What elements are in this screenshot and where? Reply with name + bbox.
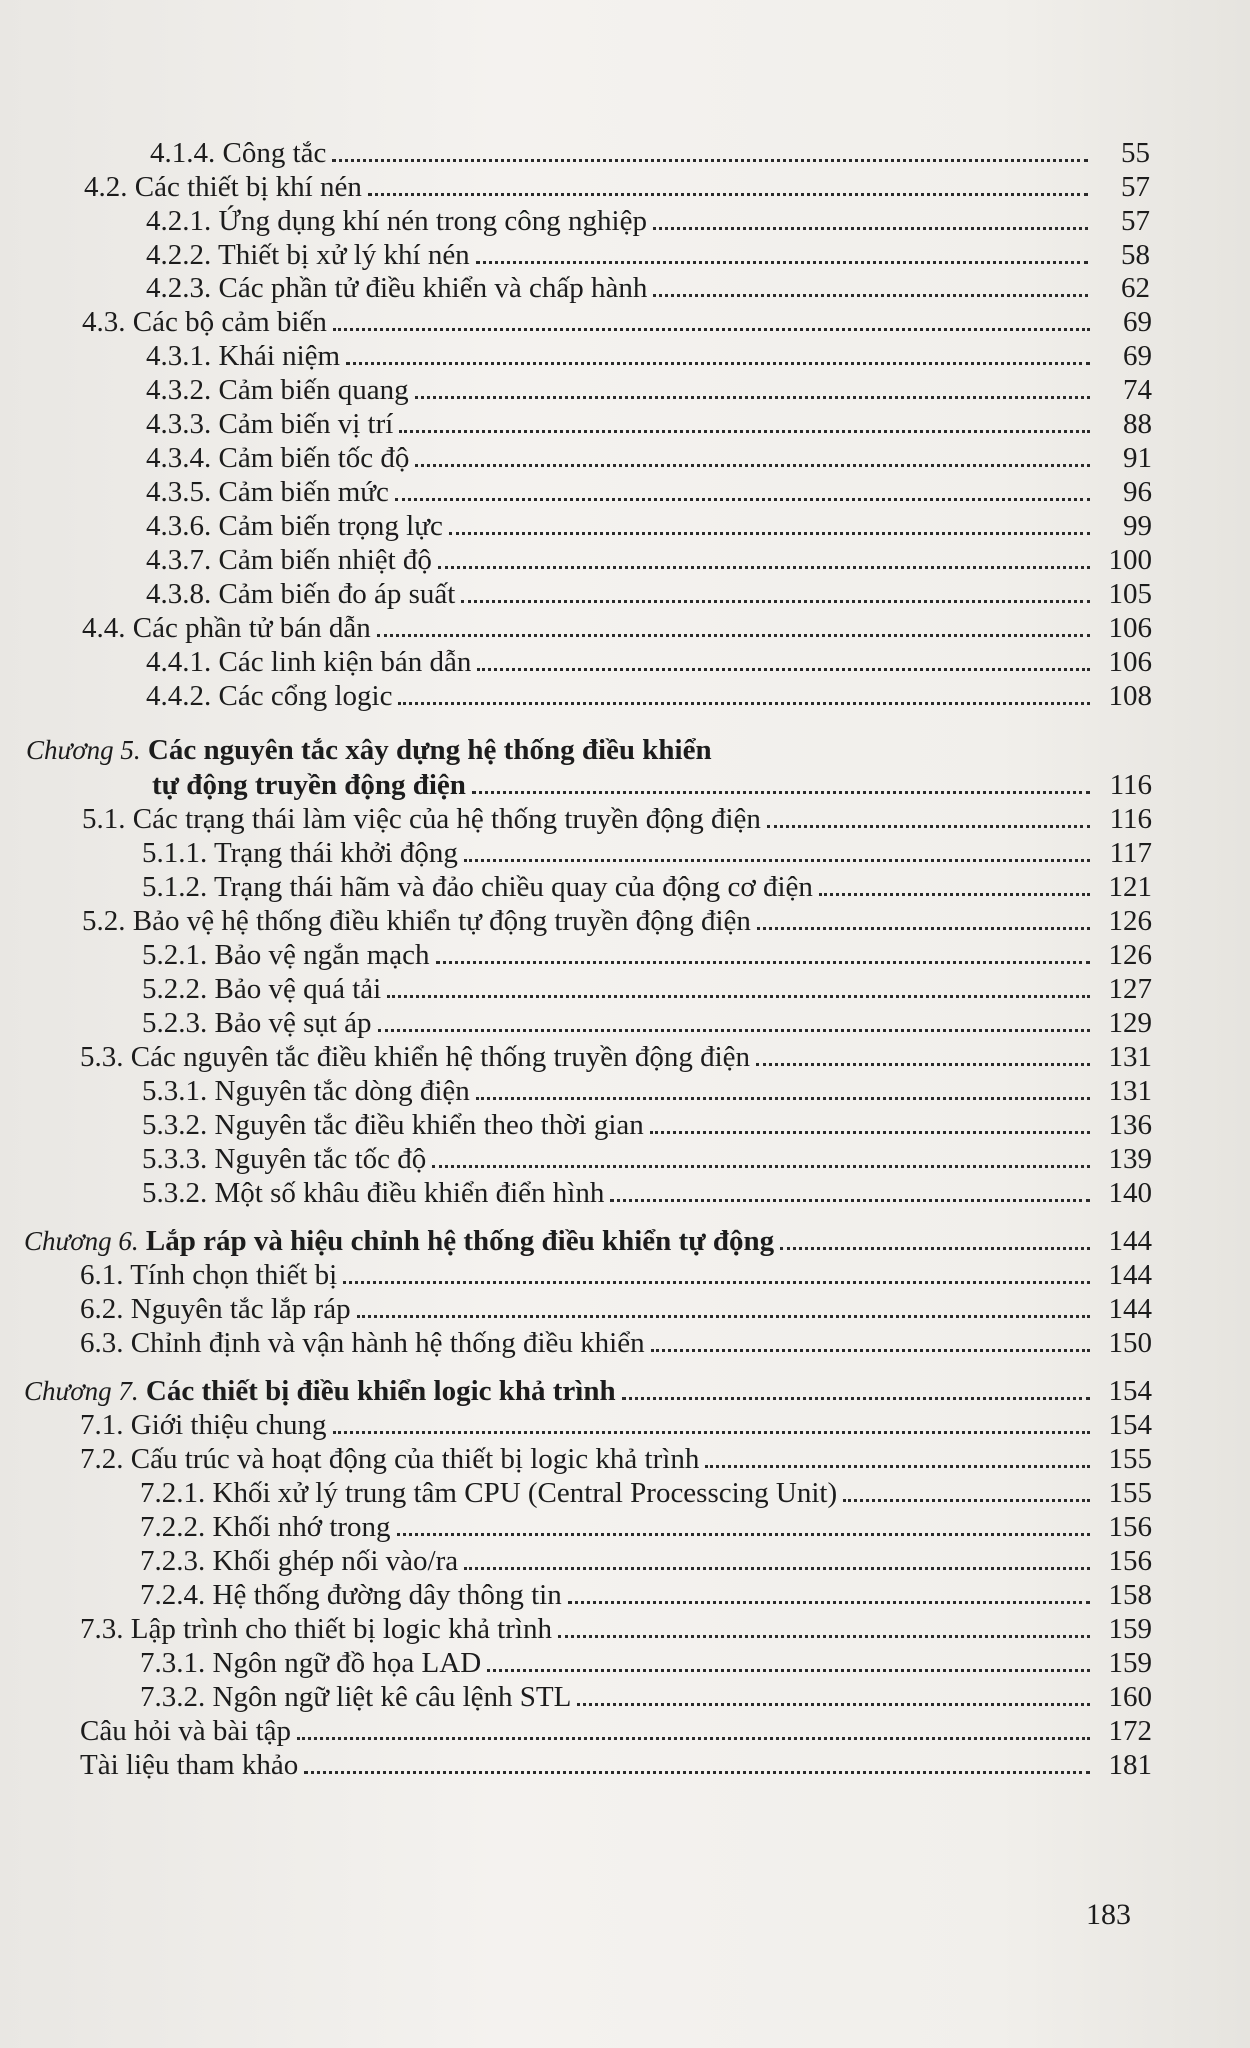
toc-entry-label: 7.2.2. Khối nhớ trong [140, 1511, 391, 1543]
toc-entry-4-2 [0, 170, 1250, 204]
leader-dots [399, 430, 1090, 433]
toc-entry-4-3 [0, 305, 1250, 339]
toc-entry-page: 136 [1108, 1109, 1152, 1141]
toc-entry-label: 5.1.1. Trạng thái khởi động [142, 837, 458, 869]
toc-entry-label: 4.2.3. Các phần tử điều khiển và chấp hành [146, 272, 648, 304]
leader-dots [378, 1029, 1090, 1032]
toc-entry-label: 5.3.3. Nguyên tắc tốc độ [142, 1143, 427, 1175]
toc-entry-7-1 [0, 1408, 1250, 1442]
toc-entry-5-3-4 [0, 1176, 1250, 1210]
leader-dots [487, 1669, 1090, 1672]
toc-entry-page: 108 [1108, 680, 1152, 712]
toc-entry-label: Câu hỏi và bài tập [80, 1715, 292, 1747]
toc-entry-5-3-2 [0, 1108, 1250, 1142]
toc-entry-label: 4.4.2. Các cổng logic [146, 680, 393, 712]
toc-entry-5-3-1 [0, 1074, 1250, 1108]
leader-dots [780, 1247, 1090, 1250]
toc-entry-label: 5.3.1. Nguyên tắc dòng điện [142, 1075, 470, 1107]
toc-entry-page: 156 [1108, 1545, 1152, 1577]
leader-dots [653, 227, 1088, 230]
toc-entry-label: 5.3.2. Nguyên tắc điều khiển theo thời gian [142, 1109, 644, 1141]
toc-entry-label: 5.3. Các nguyên tắc điều khiển hệ thống truyền động điện [80, 1041, 751, 1073]
toc-entry-page: 74 [1123, 374, 1152, 406]
leader-dots [333, 1431, 1091, 1434]
toc-entry-label: 7.3.2. Ngôn ngữ liệt kê câu lệnh STL [140, 1681, 572, 1713]
chapter-prefix: Chương 5. [26, 735, 141, 765]
leader-dots [449, 532, 1090, 535]
toc-entry-4-4-2 [0, 679, 1250, 713]
chapter-title: Các thiết bị điều khiển logic khả trình [145, 1375, 616, 1407]
leader-dots [346, 362, 1090, 365]
toc-entry-label: 7.1. Giới thiệu chung [80, 1409, 327, 1441]
chapter-title-continued: tự động truyền động điện [152, 769, 466, 801]
toc-entry-page: 117 [1109, 837, 1152, 869]
leader-dots [705, 1465, 1090, 1468]
toc-entry-page: 100 [1108, 544, 1152, 576]
chapter-5-heading [26, 733, 712, 767]
toc-entry-page: 105 [1108, 578, 1152, 610]
toc-entry-label: 7.2.4. Hệ thống đường dây thông tin [140, 1579, 562, 1611]
toc-entry-page: 160 [1108, 1681, 1152, 1713]
leader-dots [332, 159, 1088, 162]
toc-entry-page: 116 [1109, 769, 1152, 801]
toc-entry-label: 5.1.2. Trạng thái hãm và đảo chiều quay của động cơ điện [142, 871, 813, 903]
leader-dots [610, 1199, 1090, 1202]
toc-entry-5-1-1 [0, 836, 1250, 870]
toc-entry-4-3-7 [0, 543, 1250, 577]
toc-entry-5-2 [0, 904, 1250, 938]
toc-entry-page: 88 [1123, 408, 1152, 440]
toc-entry-label: 6.3. Chỉnh định và vận hành hệ thống điều khiển [80, 1327, 645, 1359]
leader-dots [357, 1315, 1090, 1318]
toc-entry-4-3-2 [0, 373, 1250, 407]
toc-entry-4-3-5 [0, 475, 1250, 509]
leader-dots [650, 1131, 1090, 1134]
toc-entry-label: 4.3.8. Cảm biến đo áp suất [146, 578, 456, 610]
toc-entry-label: 7.3.1. Ngôn ngữ đồ họa LAD [140, 1647, 482, 1679]
toc-entry-page: 158 [1108, 1579, 1152, 1611]
toc-entry-7-2-2 [0, 1510, 1250, 1544]
leader-dots [577, 1703, 1090, 1706]
leader-dots [843, 1499, 1090, 1502]
toc-entry-6-2 [0, 1292, 1250, 1326]
toc-entry-5-1 [0, 802, 1250, 836]
leader-dots [756, 1063, 1090, 1066]
toc-entry-label: 4.3.5. Cảm biến mức [146, 476, 389, 508]
toc-entry-page: 126 [1108, 939, 1152, 971]
toc-entry-page: 62 [1121, 272, 1150, 304]
toc-entry-page: 144 [1108, 1225, 1152, 1257]
toc-entry-label: 4.2. Các thiết bị khí nén [84, 171, 362, 203]
toc-entry-page: 126 [1108, 905, 1152, 937]
toc-entry-label: 4.3.6. Cảm biến trọng lực [146, 510, 443, 542]
toc-entry-page: 154 [1108, 1375, 1152, 1407]
toc-entry-page: 131 [1108, 1041, 1152, 1073]
toc-entry-page: 55 [1121, 137, 1150, 169]
leader-dots [622, 1397, 1090, 1400]
toc-entry-4-3-4 [0, 441, 1250, 475]
toc-entry-label: Tài liệu tham khảo [80, 1749, 299, 1781]
leader-dots [436, 961, 1090, 964]
leader-dots [333, 328, 1090, 331]
toc-entry-chapter-5 [0, 768, 1250, 802]
toc-entry-label: 5.2.1. Bảo vệ ngắn mạch [142, 939, 430, 971]
toc-entry-7-2-1 [0, 1476, 1250, 1510]
toc-entry-label: 4.2.2. Thiết bị xử lý khí nén [146, 239, 470, 271]
toc-entry-page: 140 [1108, 1177, 1152, 1209]
toc-entry-5-3 [0, 1040, 1250, 1074]
leader-dots [304, 1771, 1090, 1774]
toc-entry-chapter-7 [0, 1374, 1250, 1408]
toc-entry-page: 139 [1108, 1143, 1152, 1175]
toc-entry-page: 155 [1108, 1443, 1152, 1475]
toc-entry-4-4-1 [0, 645, 1250, 679]
toc-entry-label: 5.3.2. Một số khâu điều khiển điển hình [142, 1177, 605, 1209]
leader-dots [377, 634, 1090, 637]
toc-entry-4-3-8 [0, 577, 1250, 611]
leader-dots [343, 1281, 1090, 1284]
toc-entry-5-3-3 [0, 1142, 1250, 1176]
toc-entry-page: 121 [1108, 871, 1152, 903]
chapter-heading [0, 1224, 774, 1258]
toc-entry-page: 144 [1108, 1259, 1152, 1291]
toc-entry-page: 58 [1121, 239, 1150, 271]
toc-entry-questions [0, 1714, 1250, 1748]
toc-entry-7-2-3 [0, 1544, 1250, 1578]
toc-entry-label: 6.2. Nguyên tắc lắp ráp [80, 1293, 351, 1325]
leader-dots [464, 1567, 1090, 1570]
toc-entry-4-2-2 [0, 238, 1250, 272]
toc-entry-7-3-2 [0, 1680, 1250, 1714]
page-number: 183 [1086, 1898, 1131, 1931]
toc-entry-label: 5.2.2. Bảo vệ quá tải [142, 973, 382, 1005]
leader-dots [767, 825, 1090, 828]
leader-dots [397, 1533, 1090, 1536]
toc-entry-label: 4.2.1. Ứng dụng khí nén trong công nghiệp [146, 205, 647, 237]
toc-entry-label: 7.2.3. Khối ghép nối vào/ra [140, 1545, 459, 1577]
toc-entry-7-3-1 [0, 1646, 1250, 1680]
toc-entry-page: 159 [1108, 1613, 1152, 1645]
toc-entry-page: 144 [1108, 1293, 1152, 1325]
leader-dots [819, 893, 1090, 896]
toc-entry-page: 154 [1108, 1409, 1152, 1441]
leader-dots [398, 702, 1090, 705]
toc-entry-label: 4.3. Các bộ cảm biến [82, 306, 327, 338]
leader-dots [568, 1601, 1090, 1604]
toc-entry-page: 106 [1108, 646, 1152, 678]
toc-entry-label: 4.3.3. Cảm biến vị trí [146, 408, 394, 440]
toc-entry-label: 6.1. Tính chọn thiết bị [80, 1259, 338, 1291]
toc-entry-5-2-1 [0, 938, 1250, 972]
leader-dots [476, 261, 1088, 264]
leader-dots [558, 1635, 1090, 1638]
leader-dots [438, 566, 1090, 569]
toc-entry-7-2-4 [0, 1578, 1250, 1612]
toc-entry-references [0, 1748, 1250, 1782]
toc-entry-page: 131 [1108, 1075, 1152, 1107]
toc-entry-page: 99 [1123, 510, 1152, 542]
toc-entry-4-3-6 [0, 509, 1250, 543]
leader-dots [651, 1349, 1090, 1352]
toc-entry-label: 7.2.1. Khối xử lý trung tâm CPU (Central Processcing Unit) [140, 1477, 838, 1509]
toc-entry-5-1-2 [0, 870, 1250, 904]
toc-entry-page: 159 [1108, 1647, 1152, 1679]
toc-entry-5-2-2 [0, 972, 1250, 1006]
toc-entry-page: 129 [1108, 1007, 1152, 1039]
toc-entry-7-2 [0, 1442, 1250, 1476]
toc-entry-page: 155 [1108, 1477, 1152, 1509]
toc-entry-4-4 [0, 611, 1250, 645]
toc-entry-5-2-3 [0, 1006, 1250, 1040]
chapter-prefix: Chương 7. [24, 1376, 139, 1406]
chapter-heading [0, 1374, 616, 1408]
leader-dots [395, 498, 1090, 501]
toc-entry-page: 96 [1123, 476, 1152, 508]
leader-dots [387, 995, 1090, 998]
toc-entry-page: 150 [1108, 1327, 1152, 1359]
toc-entry-4-3-3 [0, 407, 1250, 441]
toc-entry-label: 5.2.3. Bảo vệ sụt áp [142, 1007, 372, 1039]
toc-entry-label: 4.4.1. Các linh kiện bán dẫn [146, 646, 472, 678]
toc-entry-page: 127 [1108, 973, 1152, 1005]
leader-dots [477, 668, 1090, 671]
toc-entry-6-1 [0, 1258, 1250, 1292]
toc-entry-4-2-1 [0, 204, 1250, 238]
leader-dots [757, 927, 1090, 930]
toc-entry-label: 4.3.7. Cảm biến nhiệt độ [146, 544, 432, 576]
leader-dots [297, 1737, 1090, 1740]
toc-entry-page: 57 [1121, 205, 1150, 237]
toc-entry-4-1-4 [0, 136, 1250, 170]
toc-entry-label: 4.1.4. Công tắc [150, 137, 327, 169]
toc-entry-label: 4.3.1. Khái niệm [146, 340, 341, 372]
chapter-title: Lắp ráp và hiệu chỉnh hệ thống điều khiển tự động [145, 1225, 775, 1257]
leader-dots [476, 1097, 1090, 1100]
toc-entry-label: 7.3. Lập trình cho thiết bị logic khả trình [80, 1613, 552, 1645]
toc-entry-page: 172 [1108, 1715, 1152, 1747]
toc-entry-label: 4.3.4. Cảm biến tốc độ [146, 442, 410, 474]
chapter-title: Các nguyên tắc xây dựng hệ thống điều khiển [147, 734, 712, 766]
toc-entry-label: 5.2. Bảo vệ hệ thống điều khiển tự động truyền động điện [82, 905, 751, 937]
toc-entry-page: 69 [1123, 306, 1152, 338]
leader-dots [432, 1165, 1090, 1168]
toc-entry-page: 57 [1121, 171, 1150, 203]
toc-entry-label: 4.3.2. Cảm biến quang [146, 374, 409, 406]
toc-entry-page: 69 [1123, 340, 1152, 372]
leader-dots [415, 464, 1090, 467]
toc-entry-page: 91 [1123, 442, 1152, 474]
toc-entry-page: 116 [1109, 803, 1152, 835]
leader-dots [464, 859, 1090, 862]
toc-entry-4-2-3 [0, 271, 1250, 305]
leader-dots [472, 791, 1090, 794]
leader-dots [653, 294, 1088, 297]
toc-entry-page: 156 [1108, 1511, 1152, 1543]
chapter-prefix: Chương 6. [24, 1226, 139, 1256]
leader-dots [415, 396, 1090, 399]
toc-entry-label: 5.1. Các trạng thái làm việc của hệ thống truyền động điện [82, 803, 761, 835]
leader-dots [368, 193, 1088, 196]
leader-dots [461, 600, 1090, 603]
toc-entry-6-3 [0, 1326, 1250, 1360]
toc-entry-4-3-1 [0, 339, 1250, 373]
toc-entry-7-3 [0, 1612, 1250, 1646]
toc-entry-page: 106 [1108, 612, 1152, 644]
toc-entry-label: 4.4. Các phần tử bán dẫn [82, 612, 371, 644]
toc-entry-chapter-6 [0, 1224, 1250, 1258]
toc-entry-page: 181 [1108, 1749, 1152, 1781]
toc-entry-label: 7.2. Cấu trúc và hoạt động của thiết bị logic khả trình [80, 1443, 700, 1475]
